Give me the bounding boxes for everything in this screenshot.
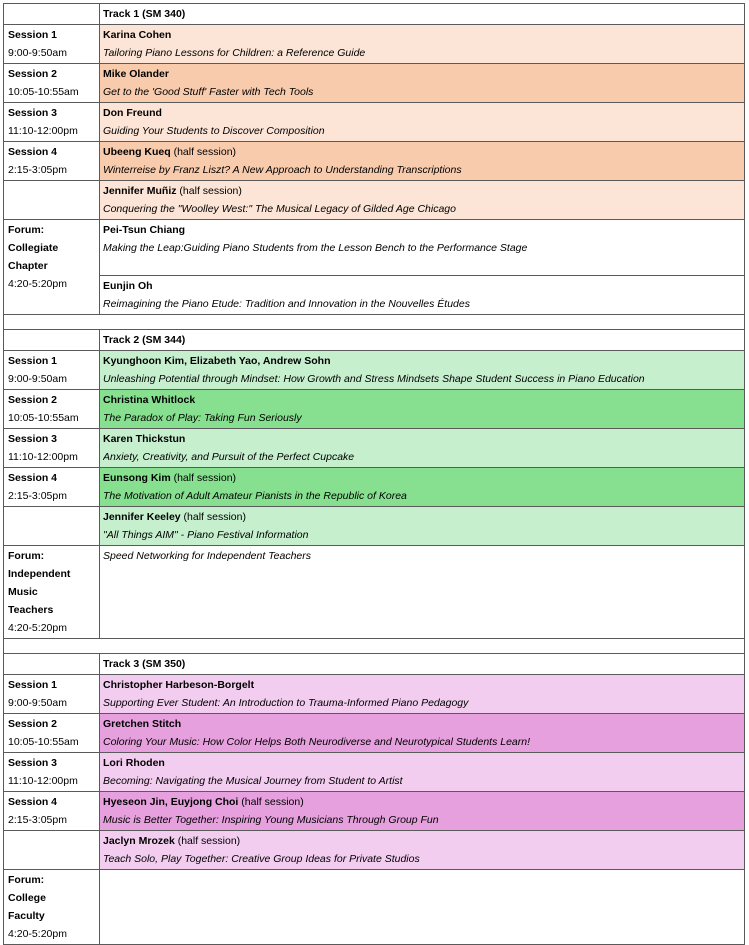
presentation-cell	[100, 64, 744, 102]
session-row	[3, 390, 745, 429]
presenter-line	[103, 793, 741, 811]
presenter-name: Eunsong Kim	[103, 472, 171, 484]
session-note: (half session)	[170, 146, 237, 158]
presentation-cell	[100, 507, 744, 545]
session-time: 11:10-12:00pm	[8, 451, 78, 463]
track-title: Track 2 (SM 344)	[103, 334, 186, 346]
track-header-left	[4, 4, 100, 24]
session-cell	[4, 181, 100, 219]
presentation-title: Conquering the "Woolley West:" The Musical Legacy of Gilded Age Chicago	[103, 203, 456, 215]
session-label	[8, 182, 95, 200]
presentation-title: Guiding Your Students to Discover Composition	[103, 125, 325, 137]
session-row	[3, 507, 745, 546]
session-note: (half session)	[176, 185, 242, 197]
presentation-cell	[100, 753, 744, 791]
presenter-name: Jennifer Muñiz	[103, 185, 177, 197]
session-label: Session 4	[8, 796, 58, 808]
session-label: Session 2	[8, 394, 58, 406]
session-time: 2:15-3:05pm	[8, 490, 67, 502]
presenter-name: Christopher Harbeson-Borgelt	[103, 679, 255, 691]
presentation-title: Coloring Your Music: How Color Helps Both Neurodiverse and Neurotypical Students Learn!	[103, 736, 531, 748]
session-row	[3, 429, 745, 468]
session-row	[3, 792, 745, 831]
session-row	[3, 714, 745, 753]
presentation-title: Supporting Ever Student: An Introduction to Trauma-Informed Piano Pedagogy	[103, 697, 469, 709]
session-label: Session 3	[8, 107, 58, 119]
session-note: (half session)	[174, 835, 241, 847]
presentation-cell	[100, 103, 744, 141]
session-time: 11:10-12:00pm	[8, 775, 78, 787]
presenter-name: Christina Whitlock	[103, 394, 196, 406]
presentation-title: Tailoring Piano Lessons for Children: a Reference Guide	[103, 47, 366, 59]
track-header-left	[4, 330, 100, 350]
track-header	[3, 330, 745, 351]
presentation-cell	[100, 792, 744, 830]
track-header	[3, 654, 745, 675]
presentation-cell	[100, 351, 744, 389]
session-label: Session 4	[8, 472, 58, 484]
presentation-cell	[100, 142, 744, 180]
forum-label: Forum:	[8, 550, 45, 562]
presenter-name: Lori Rhoden	[103, 757, 165, 769]
presenter-line	[103, 391, 741, 409]
presenter-name: Ubeeng Kueq	[103, 146, 171, 158]
schedule-table	[3, 3, 745, 945]
session-time	[8, 526, 95, 544]
session-time	[8, 200, 95, 218]
session-time: 2:15-3:05pm	[8, 814, 67, 826]
session-cell	[4, 429, 100, 467]
presentation-cell	[100, 390, 744, 428]
presentation-cell	[100, 429, 744, 467]
presentation-cell	[100, 25, 744, 63]
session-row	[3, 468, 745, 507]
presenter-line	[103, 65, 741, 83]
session-cell	[4, 64, 100, 102]
forum-time: 4:20-5:20pm	[8, 622, 67, 634]
session-time: 11:10-12:00pm	[8, 125, 78, 137]
presenter-name: Jennifer Keeley	[103, 511, 181, 523]
presentation-title: Music is Better Together: Inspiring Young Musicians Through Group Fun	[103, 814, 439, 826]
session-row	[3, 831, 745, 870]
track-header-left	[4, 654, 100, 674]
forum-label: Collegiate	[8, 242, 59, 254]
session-cell	[4, 831, 100, 869]
track-header-right	[100, 4, 744, 24]
session-note: (half session)	[238, 796, 304, 808]
track-header-right	[100, 330, 744, 350]
forum-label: Faculty	[8, 910, 45, 922]
session-time: 10:05-10:55am	[8, 86, 79, 98]
presentation-title: Anxiety, Creativity, and Pursuit of the Perfect Cupcake	[103, 451, 355, 463]
track-header	[3, 3, 745, 25]
forum-items	[100, 546, 744, 638]
forum-label: College	[8, 892, 46, 904]
track-title: Track 1 (SM 340)	[103, 8, 186, 20]
presentation-cell	[100, 468, 744, 506]
session-time: 10:05-10:55am	[8, 412, 79, 424]
presenter-name: Kyunghoon Kim, Elizabeth Yao, Andrew Sohn	[103, 355, 331, 367]
presenter-name: Karen Thickstun	[103, 433, 186, 445]
forum-item-empty	[100, 870, 744, 944]
presenter-line	[103, 832, 741, 850]
presentation-title: Winterreise by Franz Liszt? A New Approach to Understanding Transcriptions	[103, 164, 462, 176]
forum-label: Forum:	[8, 874, 45, 886]
presentation-title: The Paradox of Play: Taking Fun Seriously	[103, 412, 302, 424]
presentation-cell	[100, 714, 744, 752]
session-cell	[4, 103, 100, 141]
session-label: Session 2	[8, 68, 58, 80]
session-cell	[4, 714, 100, 752]
session-time	[8, 850, 95, 868]
presenter-line	[103, 26, 741, 44]
forum-label: Music	[8, 586, 38, 598]
session-cell	[4, 25, 100, 63]
session-note: (half session)	[180, 511, 246, 523]
track-spacer	[3, 639, 745, 654]
session-label: Session 3	[8, 433, 58, 445]
forum-label-cell	[4, 220, 100, 314]
presentation-title: Speed Networking for Independent Teachers	[103, 550, 312, 562]
presenter-line	[103, 508, 741, 526]
session-cell	[4, 351, 100, 389]
presentation-title: Unleashing Potential through Mindset: How Growth and Stress Mindsets Shape Student Success in Piano Education	[103, 373, 645, 385]
presenter-name: Gretchen Stitch	[103, 718, 182, 730]
presenter-name: Jaclyn Mrozek	[103, 835, 175, 847]
presentation-title: Teach Solo, Play Together: Creative Group Ideas for Private Studios	[103, 853, 420, 865]
session-label: Session 2	[8, 718, 58, 730]
forum-label-cell	[4, 870, 100, 944]
session-time: 10:05-10:55am	[8, 736, 79, 748]
presentation-cell	[100, 831, 744, 869]
presenter-line	[103, 104, 741, 122]
forum-time: 4:20-5:20pm	[8, 928, 67, 940]
forum-item	[100, 546, 744, 638]
presenter-line	[103, 715, 741, 733]
presentation-title: Get to the 'Good Stuff' Faster with Tech Tools	[103, 86, 314, 98]
presentation-title: "All Things AIM" - Piano Festival Information	[103, 529, 309, 541]
session-cell	[4, 507, 100, 545]
presenter-name: Hyeseon Jin, Euyjong Choi	[103, 796, 239, 808]
presentation-title: Reimagining the Piano Etude: Tradition and Innovation in the Nouvelles Études	[103, 298, 470, 310]
session-row	[3, 351, 745, 390]
session-cell	[4, 468, 100, 506]
presentation-cell	[100, 675, 744, 713]
session-note: (half session)	[170, 472, 237, 484]
presenter-line	[103, 754, 741, 772]
presentation-title: The Motivation of Adult Amateur Pianists in the Republic of Korea	[103, 490, 407, 502]
forum-block	[3, 220, 745, 315]
presenter-name: Karina Cohen	[103, 29, 172, 41]
forum-time: 4:20-5:20pm	[8, 278, 67, 290]
session-row	[3, 103, 745, 142]
forum-item	[100, 276, 744, 314]
presenter-line	[103, 430, 741, 448]
session-row	[3, 181, 745, 220]
session-time: 2:15-3:05pm	[8, 164, 67, 176]
presenter-line	[103, 676, 741, 694]
session-label: Session 1	[8, 355, 58, 367]
session-row	[3, 25, 745, 64]
forum-label-cell	[4, 546, 100, 638]
presenter-name: Mike Olander	[103, 68, 169, 80]
forum-label: Independent	[8, 568, 71, 580]
forum-item	[100, 220, 744, 276]
presenter-name: Eunjin Oh	[103, 280, 153, 292]
presenter-name: Pei-Tsun Chiang	[103, 224, 186, 236]
session-cell	[4, 142, 100, 180]
presenter-name: Don Freund	[103, 107, 162, 119]
session-label: Session 1	[8, 29, 58, 41]
session-row	[3, 142, 745, 181]
presenter-line	[103, 143, 741, 161]
session-row	[3, 753, 745, 792]
session-label	[8, 508, 95, 526]
session-label: Session 4	[8, 146, 58, 158]
presentation-title: Making the Leap:Guiding Piano Students from the Lesson Bench to the Performance Stage	[103, 242, 528, 254]
track-title: Track 3 (SM 350)	[103, 658, 186, 670]
session-cell	[4, 792, 100, 830]
forum-items	[100, 870, 744, 944]
session-time: 9:00-9:50am	[8, 697, 67, 709]
forum-label: Teachers	[8, 604, 54, 616]
forum-label: Chapter	[8, 260, 48, 272]
forum-block	[3, 546, 745, 639]
forum-items	[100, 220, 744, 314]
presenter-line	[103, 182, 741, 200]
presentation-title: Becoming: Navigating the Musical Journey from Student to Artist	[103, 775, 403, 787]
presenter-line	[103, 469, 741, 487]
session-row	[3, 675, 745, 714]
track-header-right	[100, 654, 744, 674]
session-label: Session 3	[8, 757, 58, 769]
forum-label: Forum:	[8, 224, 45, 236]
session-time: 9:00-9:50am	[8, 47, 67, 59]
session-label: Session 1	[8, 679, 58, 691]
presentation-cell	[100, 181, 744, 219]
session-cell	[4, 675, 100, 713]
session-cell	[4, 753, 100, 791]
track-spacer	[3, 315, 745, 330]
session-cell	[4, 390, 100, 428]
session-time: 9:00-9:50am	[8, 373, 67, 385]
session-label	[8, 832, 95, 850]
session-row	[3, 64, 745, 103]
presenter-line	[103, 352, 741, 370]
